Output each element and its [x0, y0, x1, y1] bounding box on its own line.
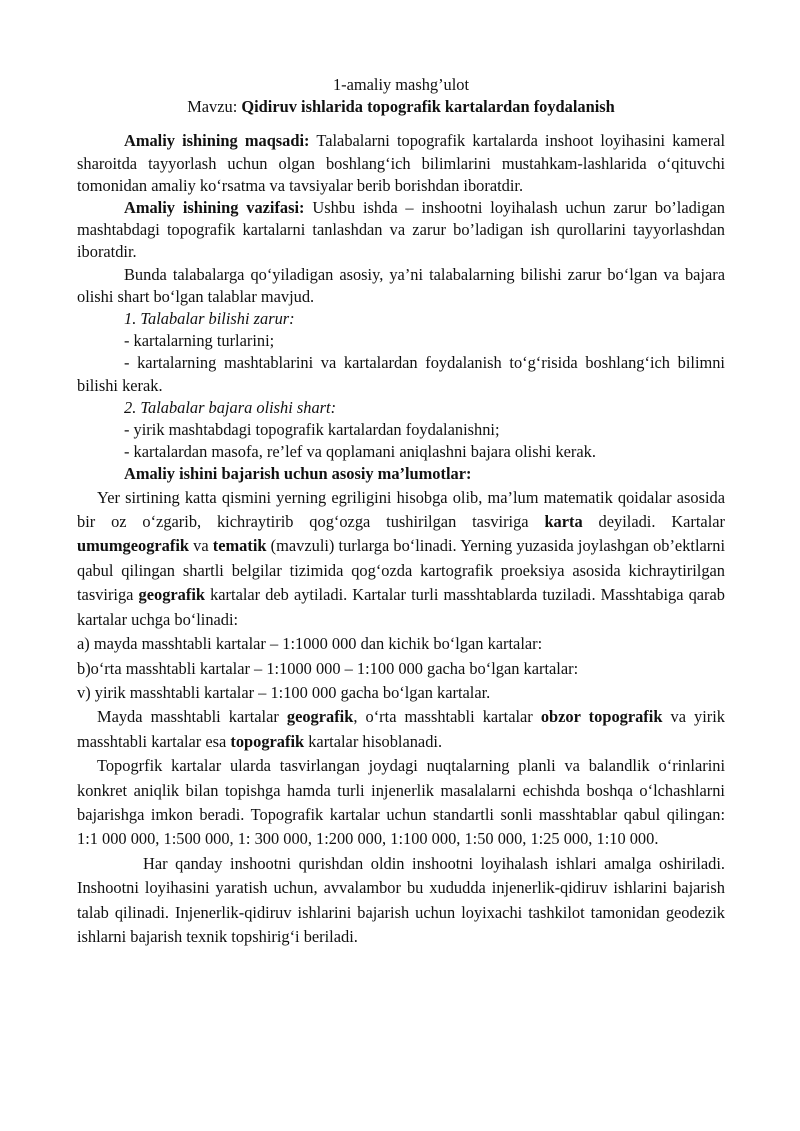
survey-paragraph: Har qanday inshootni qurishdan oldin inshootni loyihalash ishlari amalga oshiriladi. Inshootni loyihasini yaratish uchun, avvalambor bu xududda injenerlik-qidiruv ishlarini bajarish talab qilinadi. Injenerlik-qidiruv ishlarini bajarish uchun loyixachi tashkilot tamonidan geodezik ishlarni bajarish texnik topshirig‘i beriladi.: [77, 853, 725, 946]
main-heading: [77, 463, 725, 485]
class-text-1: Mayda masshtabli kartalar: [97, 707, 287, 727]
def-bold-umumgeografik: umumgeografik: [77, 536, 189, 556]
def-bold-tematik: tematik: [212, 536, 267, 556]
main-heading-text: Amaliy ishini bajarish uchun asosiy ma’lumotlar:: [124, 464, 472, 484]
intro-paragraph: Bunda talabalarga qo‘yiladigan asosiy, ya’ni talabalarning bilishi zarur bo‘lgan va bajara olishi shart bo‘lgan talablar mavjud.: [77, 264, 725, 306]
class-bold-obzor: obzor topografik: [540, 707, 663, 727]
main-content: [77, 486, 725, 950]
topic-line: [77, 96, 725, 118]
do-item-1: - yirik mashtabdagi topografik kartalardan foydalanishni;: [124, 420, 500, 440]
classification-paragraph: [77, 705, 725, 754]
scales-paragraph: Topogrfik kartalar ularda tasvirlangan joydagi nuqtalarning planli va balandlik o‘rinlarini konkret aniqlik bilan topishga hamda turli injenerlik masalalarni echishda boshqa o‘lchashlarni bajarishga imkon beradi. Topografik kartalar uchun standartli sonli masshtablar qabul qilingan: 1:1 000 000, 1:500 000, 1: 300 000, 1:200 000, 1:100 000, 1:50 000, 1:25 000, 1:10 000.: [77, 756, 725, 849]
scale-item-a: a) mayda masshtabli kartalar – 1:1000 000 dan kichik bo‘lgan kartalar:: [77, 634, 543, 654]
definition-paragraph: [77, 486, 725, 632]
know-heading: [77, 308, 725, 330]
task-paragraph: [77, 197, 725, 264]
know-heading-text: 1. Talabalar bilishi zarur:: [124, 309, 295, 329]
task-text: Ushbu ishda – inshootni loyihalash uchun zarur bo’ladigan mashtabdagi topografik kartalarni tanlashdan va zarur bo’ladigan ish qurollarini tayyorlashdan iboratdir.: [77, 198, 726, 262]
def-text-5: kartalar deb aytiladi. Kartalar turli masshtablarda tuziladi. Masshtabiga qarab kartalar uchga bo‘linadi:: [77, 585, 725, 629]
class-bold-topografik: topografik: [230, 731, 305, 751]
goal-text: Talabalarni topografik kartalarda inshoot loyihasini kameral sharoitda tayyorlash uchun olgan boshlang‘ich bilimlarini mustahkam-lashlarida o‘qituvchi tomonidan amaliy ko‘rsatma va tavsiyalar berib borishdan iboratdir.: [77, 131, 725, 195]
scale-item-v: v) yirik masshtabli kartalar – 1:100 000 gacha bo‘lgan kartalar.: [77, 682, 491, 702]
topic-prefix: Mavzu:: [187, 97, 242, 117]
do-item-2: - kartalardan masofa, re’lef va qoplamani aniqlashni bajara olishi kerak.: [124, 442, 596, 462]
do-heading-text: 2. Talabalar bajara olishi shart:: [124, 397, 337, 417]
topic-title: Qidiruv ishlarida topografik kartalardan foydalanish: [241, 97, 615, 117]
goal-label: Amaliy ishining maqsadi:: [124, 131, 310, 151]
def-text-4: (mavzuli) turlarga bo‘linadi. Yerning yuzasida joylashgan ob’ektlarni qabul qilingan shartli belgilar tizimida qog‘ozda kartografik proeksiya asosida kichraytirilgan tasviriga: [77, 536, 725, 605]
def-text-2: deyiladi. Kartalar: [582, 512, 725, 532]
scale-item-b: b)o‘rta masshtabli kartalar – 1:1000 000 – 1:100 000 gacha bo‘lgan kartalar:: [77, 658, 579, 678]
class-text-4: kartalar hisoblanadi.: [304, 731, 443, 751]
def-text-3: va: [189, 536, 213, 556]
know-item-1: - kartalarning turlarini;: [124, 331, 275, 351]
page-title: 1-amaliy mashg’ulot: [332, 75, 470, 94]
document-page: [77, 74, 725, 949]
know-item-2: - kartalarning mashtablarini va kartalardan foydalanish to‘g‘risida boshlang‘ich bilimni bilishi kerak.: [77, 353, 725, 395]
goal-paragraph: [77, 130, 725, 197]
class-text-2: , o‘rta masshtabli kartalar: [353, 707, 541, 727]
class-text-3: va yirik masshtabli kartalar esa: [77, 707, 726, 751]
def-bold-karta: karta: [544, 512, 583, 532]
class-bold-geografik: geografik: [286, 707, 354, 727]
def-bold-geografik: geografik: [138, 585, 205, 605]
def-text-1: Yer sirtining katta qismini yerning egriligini hisobga olib, ma’lum matematik qoidalar asosida bir oz o‘zgarib, kichraytirib qog‘ozga tushirilgan tasviriga: [77, 487, 725, 532]
task-label: Amaliy ishining vazifasi:: [124, 198, 305, 218]
do-heading: [77, 397, 725, 419]
